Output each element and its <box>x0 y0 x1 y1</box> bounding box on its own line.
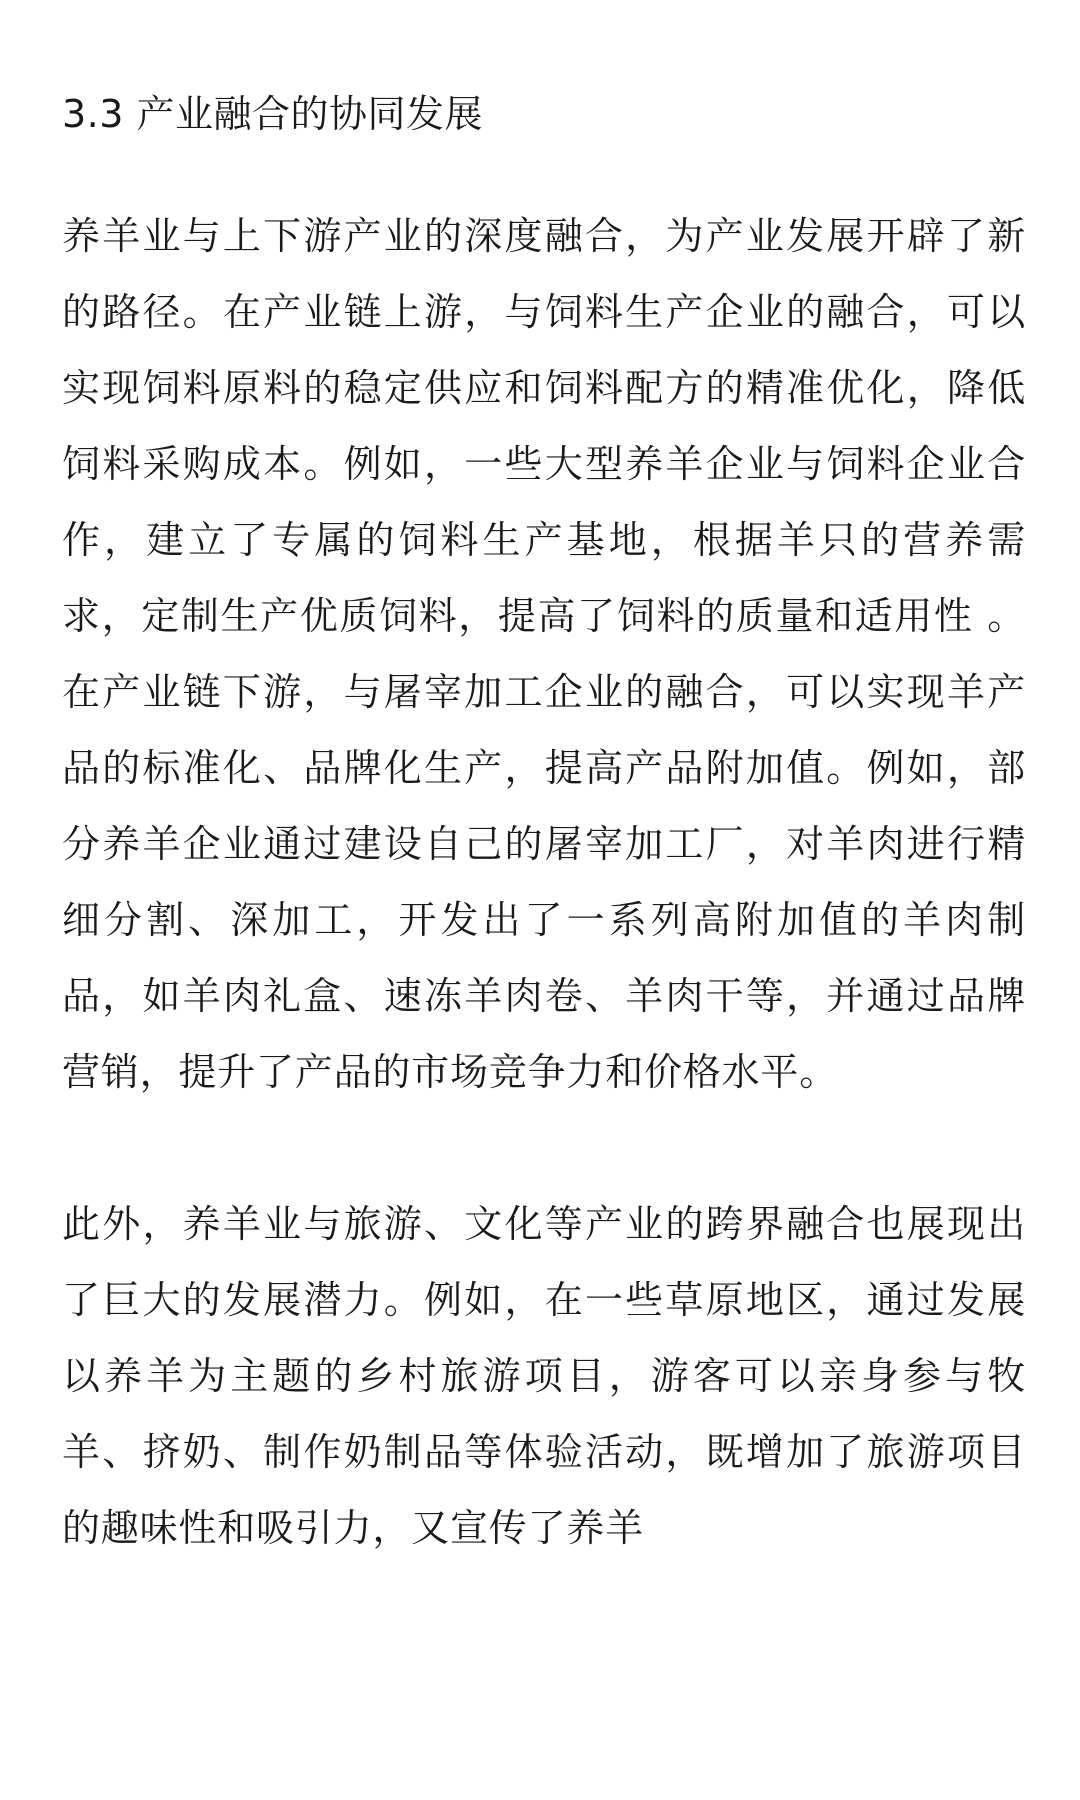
paragraph-industry-chain: 养羊业与上下游产业的深度融合，为产业发展开辟了新的路径。在产业链上游，与饲料生产企业的融合，可以实现饲料原料的稳定供应和饲料配方的精准优化，降低饲料采购成本。例如，一些大型养羊企业与饲料企业合作，建立了专属的饲料生产基地，根据羊只的营养需求，定制生产优质饲料，提高了饲料的质量和适用性 。在产业链下游，与屠宰加工企业的融合，可以实现羊产品的标准化、品牌化生产，提高产品附加值。例如，部分养羊企业通过建设自己的屠宰加工厂，对羊肉进行精细分割、深加工，开发出了一系列高附加值的羊肉制品，如羊肉礼盒、速冻羊肉卷、羊肉干等，并通过品牌营销，提升了产品的市场竞争力和价格水平。 <box>62 214 1026 1094</box>
paragraph-cross-industry: 此外，养羊业与旅游、文化等产业的跨界融合也展现出了巨大的发展潜力。例如，在一些草原地区，通过发展以养羊为主题的乡村旅游项目，游客可以亲身参与牧羊、挤奶、制作奶制品等体验活动，既增加了旅游项目的趣味性和吸引力，又宣传了养羊 <box>62 1202 1026 1550</box>
section-heading: 3.3 产业融合的协同发展 <box>62 92 484 136</box>
